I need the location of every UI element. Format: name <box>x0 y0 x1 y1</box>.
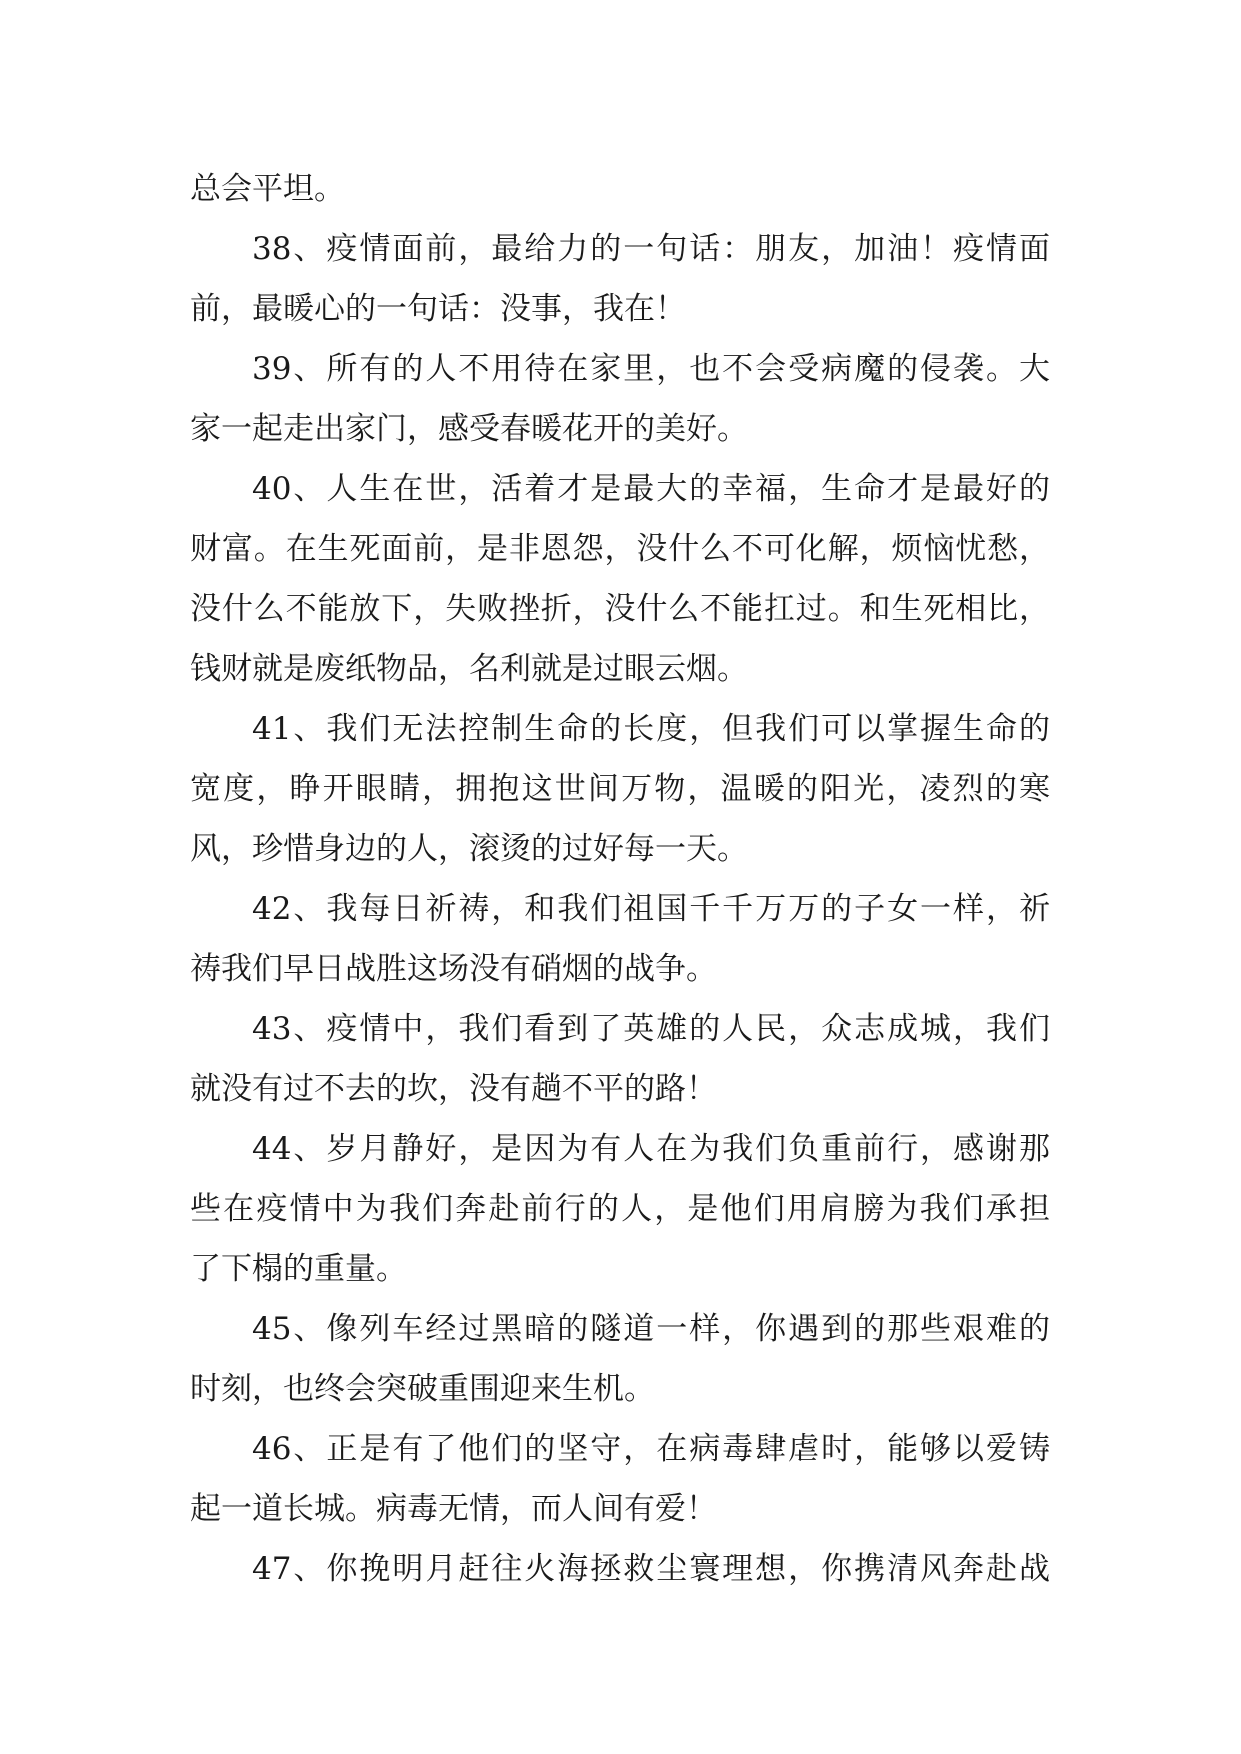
text-line: 祷我们早日战胜这场没有硝烟的战争。 <box>190 951 717 987</box>
text-line: 宽度，睁开眼睛，拥抱这世间万物，温暖的阳光，凌烈的寒 <box>190 771 1050 807</box>
paragraph-44-line-1: 44、岁月静好，是因为有人在为我们负重前行，感谢那 <box>252 1131 1050 1167</box>
text-line: 了下榻的重量。 <box>190 1251 407 1287</box>
text-line: 财富。在生死面前，是非恩怨，没什么不可化解，烦恼忧愁， <box>190 531 1050 567</box>
text-line: 风，珍惜身边的人，滚烫的过好每一天。 <box>190 831 748 867</box>
text-line: 没什么不能放下，失败挫折，没什么不能扛过。和生死相比， <box>190 591 1050 627</box>
paragraph-46-line-1: 46、正是有了他们的坚守，在病毒肆虐时，能够以爱铸 <box>252 1431 1050 1467</box>
paragraph-43-line-1: 43、疫情中，我们看到了英雄的人民，众志成城，我们 <box>252 1011 1050 1047</box>
text-line: 家一起走出家门，感受春暖花开的美好。 <box>190 411 748 447</box>
text-line: 就没有过不去的坎，没有趟不平的路！ <box>190 1071 717 1107</box>
document-body <box>190 159 1050 1599</box>
text-line: 钱财就是废纸物品，名利就是过眼云烟。 <box>190 651 748 687</box>
paragraph-47-line-1: 47、你挽明月赶往火海拯救尘寰理想，你携清风奔赴战 <box>252 1551 1050 1587</box>
text-line: 些在疫情中为我们奔赴前行的人，是他们用肩膀为我们承担 <box>190 1191 1050 1227</box>
paragraph-42-line-1: 42、我每日祈祷，和我们祖国千千万万的子女一样，祈 <box>252 891 1050 927</box>
text-line: 时刻，也终会突破重围迎来生机。 <box>190 1371 655 1407</box>
paragraph-38-line-1: 38、疫情面前，最给力的一句话：朋友，加油！疫情面 <box>252 231 1050 267</box>
text-line: 总会平坦。 <box>190 171 345 207</box>
text-line: 前，最暖心的一句话：没事，我在！ <box>190 291 686 327</box>
paragraph-41-line-1: 41、我们无法控制生命的长度，但我们可以掌握生命的 <box>252 711 1050 747</box>
text-line: 起一道长城。病毒无情，而人间有爱！ <box>190 1491 717 1527</box>
paragraph-39-line-1: 39、所有的人不用待在家里，也不会受病魔的侵袭。大 <box>252 351 1050 387</box>
paragraph-40-line-1: 40、人生在世，活着才是最大的幸福，生命才是最好的 <box>252 471 1050 507</box>
paragraph-45-line-1: 45、像列车经过黑暗的隧道一样，你遇到的那些艰难的 <box>252 1311 1050 1347</box>
